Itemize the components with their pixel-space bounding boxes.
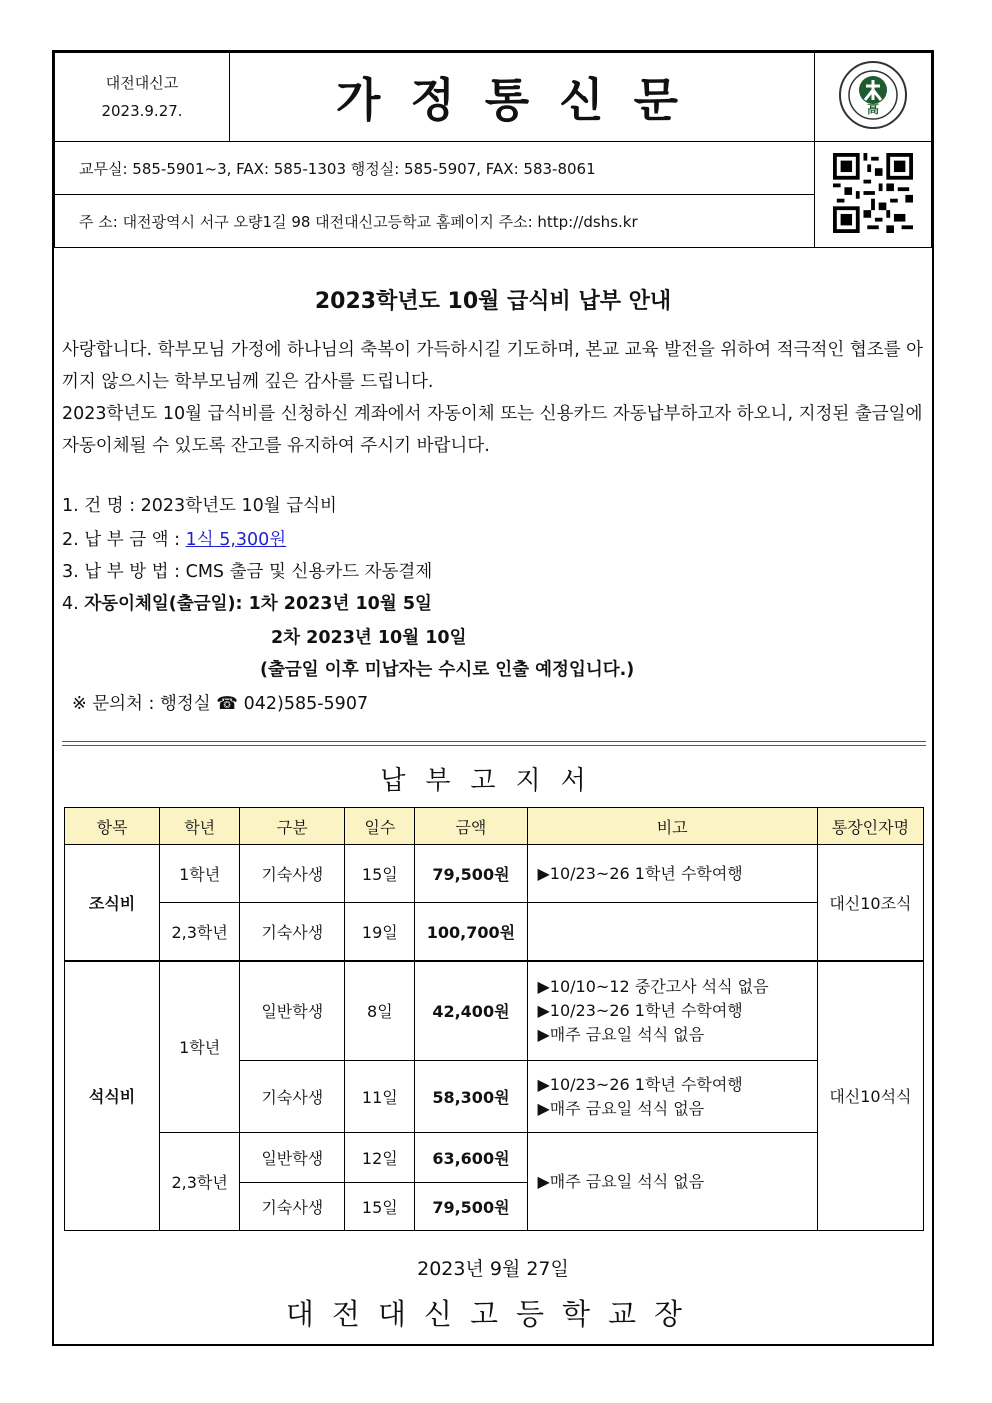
- greeting-paragraph: 사랑합니다. 학부모님 가정에 하나님의 축복이 가득하시길 기도하며, 본교 교육 발전을 위하여 적극적인 협조를 아끼지 않으시는 학부모님께 깊은 감사를 드립니다.: [62, 340, 924, 392]
- dinner-category: 석식비: [65, 961, 160, 1231]
- type-cell: 기숙사생: [240, 845, 345, 903]
- fee-notice-title: 납부고지서: [380, 766, 606, 796]
- note-cell: [527, 903, 817, 961]
- table-header-row: [65, 808, 924, 845]
- footer-date: 2023년 9월 27일: [417, 1258, 569, 1280]
- type-cell: 일반학생: [240, 961, 345, 1061]
- header-days: 일수: [345, 808, 415, 845]
- note-line: ▶10/23~26 1학년 수학여행: [537, 1000, 743, 1020]
- grade-cell: 1학년: [160, 961, 240, 1133]
- grade-cell: 2,3학년: [160, 903, 240, 961]
- amount-cell: 79,500원: [415, 1183, 527, 1231]
- qr-cell: [815, 142, 932, 248]
- breakfast-account: 대신10조식: [817, 845, 923, 961]
- days-cell: 12일: [345, 1133, 415, 1183]
- item-debit-second: 2차 2023년 10월 10일: [271, 628, 467, 648]
- notice-title: 2023학년도 10월 급식비 납부 안내: [314, 289, 672, 314]
- amount-cell: 100,700원: [415, 903, 527, 961]
- school-date-cell: [55, 53, 230, 142]
- table-row: [65, 903, 924, 961]
- amount-cell: 63,600원: [415, 1133, 527, 1183]
- amount-cell: 79,500원: [415, 845, 527, 903]
- payment-paragraph: 2023학년도 10월 급식비를 신청하신 계좌에서 자동이체 또는 신용카드 자동납부하고자 하오니, 지정된 출금일에 자동이체될 수 있도록 잔고를 유지하여 주시기 바랍니다.: [62, 404, 923, 456]
- fee-table: [64, 807, 924, 1231]
- note-line: ▶매주 금요일 석식 없음: [537, 1024, 705, 1044]
- item-subject-label: 1. 건 명 :: [62, 496, 141, 516]
- item-method: [62, 558, 432, 583]
- note-cell: [527, 1061, 817, 1133]
- section-divider: [62, 741, 926, 746]
- header-note: 비고: [527, 808, 817, 845]
- grade-cell: 1학년: [160, 845, 240, 903]
- item-amount-label: 2. 납 부 금 액 :: [62, 530, 186, 550]
- school-emblem-icon: [838, 60, 908, 130]
- note-line: ▶10/23~26 1학년 수학여행: [537, 1074, 743, 1094]
- type-cell: 기숙사생: [240, 903, 345, 961]
- item-subject: [62, 492, 337, 517]
- address-line: 주 소: 대전광역시 서구 오량1길 98 대전대신고등학교 홈페이지 주소: http://dshs.kr: [55, 195, 815, 248]
- table-row: [65, 1133, 924, 1183]
- note-cell: ▶10/23~26 1학년 수학여행: [527, 845, 817, 903]
- table-row: [65, 961, 924, 1061]
- emblem-character: 高: [866, 102, 880, 116]
- item-debit-date: [62, 590, 432, 615]
- page-title: 가정통신문: [230, 53, 815, 142]
- contact-line: 교무실: 585-5901~3, FAX: 585-1303 행정실: 585-5907, FAX: 583-8061: [55, 142, 815, 195]
- table-row: [65, 845, 924, 903]
- header-category: 항목: [65, 808, 160, 845]
- dinner-account: 대신10석식: [817, 961, 923, 1231]
- days-cell: 11일: [345, 1061, 415, 1133]
- item-subject-value: 2023학년도 10월 급식비: [140, 496, 337, 516]
- item-debit-label: 자동이체일(출금일):: [84, 594, 249, 614]
- breakfast-category: 조식비: [65, 845, 160, 961]
- type-cell: 일반학생: [240, 1133, 345, 1183]
- grade-cell: 2,3학년: [160, 1133, 240, 1231]
- amount-cell: 42,400원: [415, 961, 527, 1061]
- document-frame: [52, 50, 934, 1346]
- inquiry-line: ※ 문의처 : 행정실 ☎ 042)585-5907: [72, 694, 369, 714]
- item-method-label: 3. 납 부 방 법 :: [62, 562, 186, 582]
- days-cell: 19일: [345, 903, 415, 961]
- type-cell: 기숙사생: [240, 1183, 345, 1231]
- logo-cell: [815, 53, 932, 142]
- header-type: 구분: [240, 808, 345, 845]
- letterhead: [54, 52, 932, 248]
- issue-date: 2023.9.27.: [101, 102, 183, 120]
- type-cell: 기숙사생: [240, 1061, 345, 1133]
- principal-signature: 대전대신고등학교장: [285, 1297, 701, 1331]
- school-name: 대전대신고: [105, 74, 179, 92]
- item-method-value: CMS 출금 및 신용카드 자동결제: [185, 562, 433, 582]
- item-debit-first: 1차 2023년 10월 5일: [248, 594, 432, 614]
- note-cell: [527, 961, 817, 1061]
- amount-cell: 58,300원: [415, 1061, 527, 1133]
- note-line: ▶매주 금요일 석식 없음: [537, 1098, 705, 1118]
- header-grade: 학년: [160, 808, 240, 845]
- item-debit-number: 4.: [62, 594, 85, 614]
- days-cell: 8일: [345, 961, 415, 1061]
- item-amount-value: 1식 5,300원: [185, 530, 287, 550]
- header-amount: 금액: [415, 808, 527, 845]
- item-debit-note: (출금일 이후 미납자는 수시로 인출 예정입니다.): [260, 660, 635, 680]
- days-cell: 15일: [345, 845, 415, 903]
- days-cell: 15일: [345, 1183, 415, 1231]
- header-account-name: 통장인자명: [817, 808, 923, 845]
- note-line: ▶10/10~12 중간고사 석식 없음: [537, 976, 769, 996]
- note-cell: ▶매주 금요일 석식 없음: [527, 1133, 817, 1231]
- item-amount: [62, 526, 286, 551]
- qr-code-icon[interactable]: [833, 153, 913, 233]
